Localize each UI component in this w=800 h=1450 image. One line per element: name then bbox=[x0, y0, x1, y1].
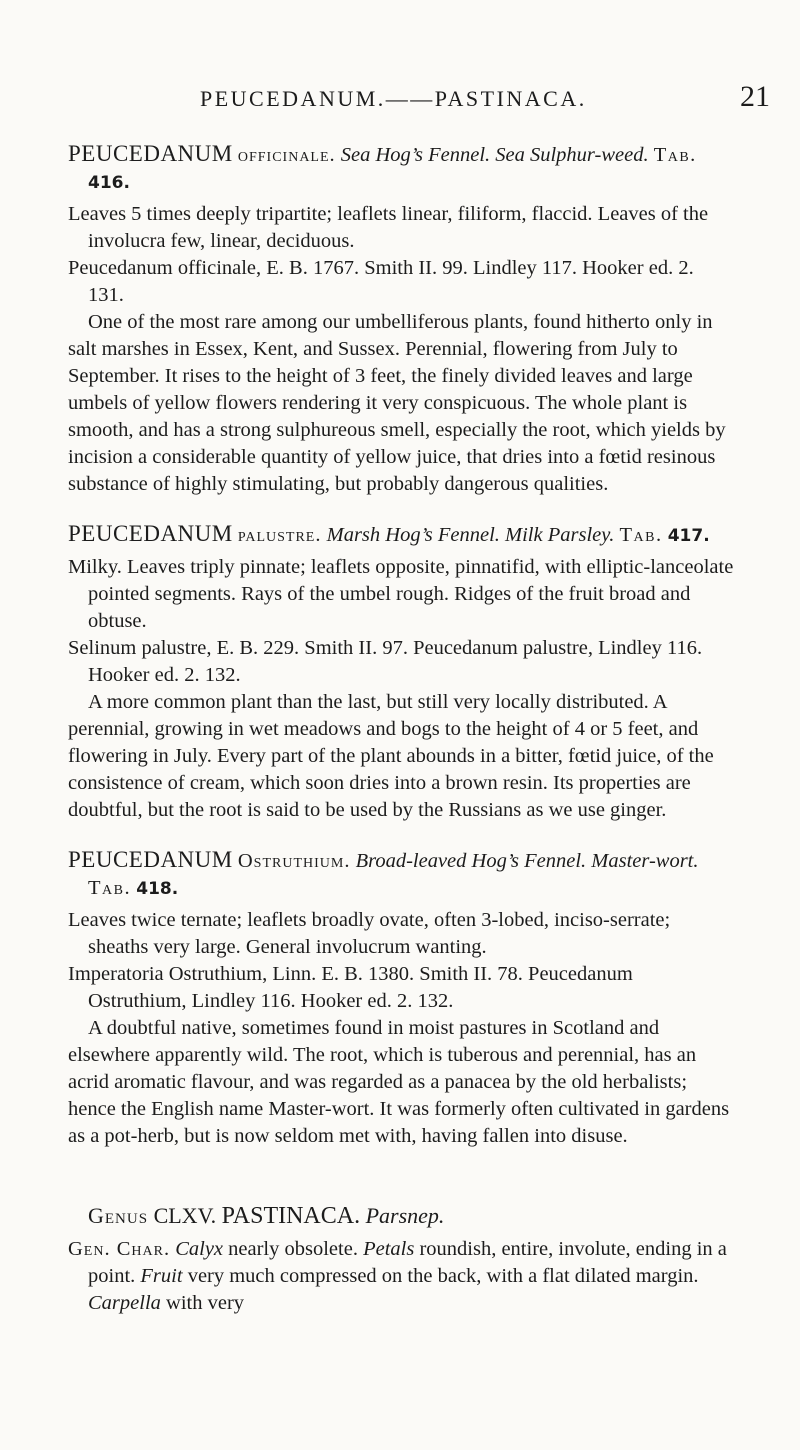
fruit-term: Fruit bbox=[140, 1265, 183, 1287]
tab-number: 417. bbox=[667, 526, 710, 546]
common-names: Sea Hog’s Fennel. Sea Sulphur-weed. bbox=[340, 144, 649, 166]
genus-number: CLXV. bbox=[153, 1203, 217, 1228]
tab-number: 416. bbox=[88, 173, 130, 193]
genus-common-name: Parsnep. bbox=[365, 1203, 445, 1228]
page-body bbox=[68, 140, 734, 1317]
species-references: Peucedanum officinale, E. B. 1767. Smith II. 99. Lindley 117. Hooker ed. 2. 131. bbox=[68, 257, 694, 306]
tab-label: Tab. bbox=[619, 524, 663, 546]
tab-label: Tab. bbox=[88, 877, 132, 899]
running-head bbox=[0, 80, 800, 120]
species-characters: Milky. Leaves triply pinnate; leaflets opposite, pinnatifid, with elliptic-lanceolate pointed segments. Rays of the umbel rough. Ridges of the fruit broad and obtuse. bbox=[68, 556, 734, 632]
genus-word: Genus bbox=[88, 1203, 149, 1228]
genus-section-pastinaca bbox=[68, 1202, 734, 1317]
species-name: officinale. bbox=[237, 144, 336, 166]
species-entry-officinale bbox=[68, 140, 734, 498]
genus-heading bbox=[68, 1202, 734, 1230]
species-characters: Leaves 5 times deeply tripartite; leaflets linear, filiform, flaccid. Leaves of the involucra few, linear, deciduous. bbox=[68, 203, 709, 252]
petals-text: roundish, entire, involute, ending in a point. bbox=[88, 1238, 727, 1287]
common-names: Marsh Hog’s Fennel. Milk Parsley. bbox=[326, 524, 615, 546]
genus-title: PASTINACA. bbox=[221, 1203, 361, 1229]
genus-name: PEUCEDANUM bbox=[68, 847, 233, 872]
genus-name: PEUCEDANUM bbox=[68, 521, 233, 546]
tab-number: 418. bbox=[136, 879, 179, 899]
common-names: Broad-leaved Hog’s Fennel. Master-wort. bbox=[355, 850, 699, 872]
entry-heading bbox=[68, 140, 734, 197]
petals-term: Petals bbox=[363, 1238, 415, 1260]
generic-characters bbox=[68, 1236, 734, 1317]
entry-heading bbox=[68, 846, 734, 903]
species-description: A more common plant than the last, but still very locally distributed. A perennial, growing in wet meadows and bogs to the height of 4 or 5 feet, and flowering in July. Every part of the plant abounds in a bitter, fœtid juice, of the consistence of cream, which soon dries into a brown resin. Its properties are doubtful, but the root is said to be used by the Russians as we use ginger. bbox=[68, 691, 714, 821]
species-characters: Leaves twice ternate; leaflets broadly ovate, often 3-lobed, inciso-serrate; sheaths very large. General involucrum wanting. bbox=[68, 909, 671, 958]
running-head-title: PEUCEDANUM.——PASTINACA. bbox=[200, 86, 587, 111]
fruit-text: very much compressed on the back, with a flat dilated margin. bbox=[187, 1265, 699, 1287]
species-references: Imperatoria Ostruthium, Linn. E. B. 1380. Smith II. 78. Peucedanum Ostruthium, Lindley 116. Hooker ed. 2. 132. bbox=[68, 963, 633, 1012]
calyx-text: nearly obsolete. bbox=[228, 1238, 358, 1260]
carpella-term: Carpella bbox=[88, 1292, 161, 1314]
species-entry-palustre bbox=[68, 520, 734, 824]
species-description: A doubtful native, sometimes found in moist pastures in Scotland and elsewhere apparently wild. The root, which is tuberous and perennial, has an acrid aromatic flavour, and was regarded as a panacea by the old herbalists; hence the English name Master-wort. It was formerly often cultivated in gardens as a pot-herb, but is now seldom met with, having fallen into disuse. bbox=[68, 1017, 730, 1147]
gen-char-label: Gen. Char. bbox=[68, 1238, 171, 1260]
species-references: Selinum palustre, E. B. 229. Smith II. 97. Peucedanum palustre, Lindley 116. Hooker ed. 2. 132. bbox=[68, 637, 703, 686]
page-number: 21 bbox=[740, 80, 770, 113]
genus-name: PEUCEDANUM bbox=[68, 141, 233, 166]
species-name: Ostruthium. bbox=[237, 850, 351, 872]
entry-heading bbox=[68, 520, 734, 550]
species-entry-ostruthium bbox=[68, 846, 734, 1150]
species-name: palustre. bbox=[237, 524, 322, 546]
tab-label: Tab. bbox=[653, 144, 697, 166]
carpella-text: with very bbox=[166, 1292, 245, 1314]
calyx-term: Calyx bbox=[175, 1238, 224, 1260]
species-description: One of the most rare among our umbelliferous plants, found hitherto only in salt marshes in Essex, Kent, and Sussex. Perennial, flowering from July to September. It rises to the height of 3 feet, the finely divided leaves and large umbels of yellow flowers rendering it very conspicuous. The whole plant is smooth, and has a strong sulphureous smell, especially the root, which yields by incision a considerable quantity of yellow juice, that dries into a fœtid resinous substance of highly stimulating, but probably dangerous qualities. bbox=[68, 311, 726, 495]
